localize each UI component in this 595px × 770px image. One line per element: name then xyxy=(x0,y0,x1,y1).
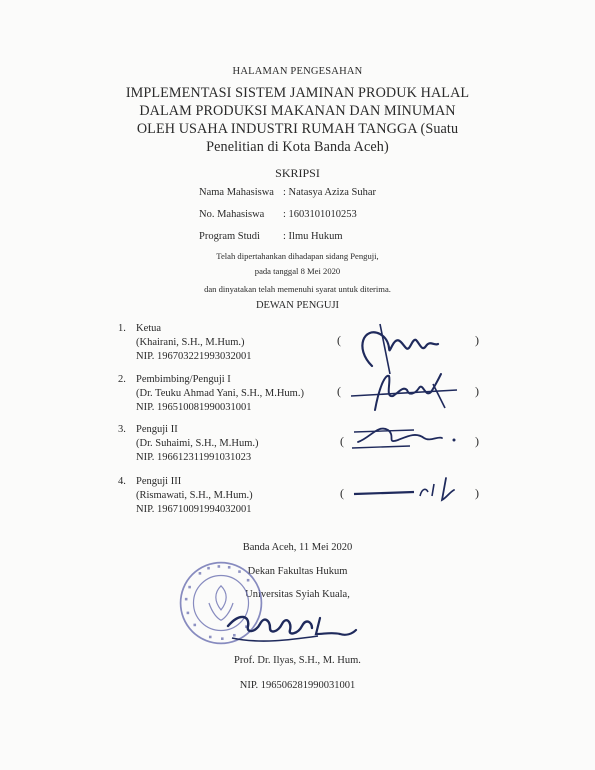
title-line-1: IMPLEMENTASI SISTEM JAMINAN PRODUK HALAL xyxy=(125,85,470,101)
board-title: DEWAN PENGUJI xyxy=(255,300,340,311)
signature-examiner-2 xyxy=(345,368,465,418)
approval-university: Universitas Syiah Kuala, xyxy=(245,589,350,600)
examiner-name: (Khairani, S.H., M.Hum.) xyxy=(136,337,245,348)
title-line-3: OLEH USAHA INDUSTRI RUMAH TANGGA (Suatu xyxy=(136,121,459,137)
examiner-role: Ketua xyxy=(136,323,162,334)
examiner-number: 4. xyxy=(118,476,126,487)
signature-examiner-4 xyxy=(350,474,470,510)
examiner-name: (Rismawati, S.H., M.Hum.) xyxy=(136,490,253,501)
examiner-nip: NIP. 196703221993032001 xyxy=(136,351,252,362)
document-type: SKRIPSI xyxy=(275,166,320,180)
signature-paren-open: ( xyxy=(340,434,344,448)
approval-position: Dekan Fakultas Hukum xyxy=(247,566,348,577)
page-header: HALAMAN PENGESAHAN xyxy=(232,66,363,77)
examiner-role: Penguji II xyxy=(136,424,178,435)
title-line-4: Penelitian di Kota Banda Aceh) xyxy=(206,139,389,155)
title-line-2: DALAM PRODUKSI MAKANAN DAN MINUMAN xyxy=(139,103,456,119)
examiner-nip: NIP. 196710091994032001 xyxy=(136,504,252,515)
signature-paren-open: ( xyxy=(337,384,341,398)
examiner-name: (Dr. Suhaimi, S.H., M.Hum.) xyxy=(136,438,259,449)
signature-paren-open: ( xyxy=(337,333,341,347)
signature-paren-close: ) xyxy=(475,486,479,500)
examiner-number: 1. xyxy=(118,323,126,334)
examiner-role: Penguji III xyxy=(136,476,182,487)
study-program-value: : Ilmu Hukum xyxy=(283,231,343,242)
signature-paren-close: ) xyxy=(475,333,479,347)
study-program-label: Program Studi xyxy=(199,231,260,242)
defense-line-1: Telah dipertahankan dihadapan sidang Penguji, xyxy=(216,251,379,261)
thesis-title xyxy=(0,84,595,156)
defense-line-2: pada tanggal 8 Mei 2020 xyxy=(254,266,341,276)
defense-line-3: dan dinyatakan telah memenuhi syarat untuk diterima. xyxy=(204,284,391,294)
dean-name: Prof. Dr. Ilyas, S.H., M. Hum. xyxy=(234,655,361,666)
examiner-number: 3. xyxy=(118,424,126,435)
signature-dean xyxy=(220,604,360,650)
examiner-number: 2. xyxy=(118,374,126,385)
student-nim-label: No. Mahasiswa xyxy=(199,209,265,220)
student-nim-value: : 1603101010253 xyxy=(283,209,357,220)
approval-place-date: Banda Aceh, 11 Mei 2020 xyxy=(242,542,353,553)
signature-paren-open: ( xyxy=(340,486,344,500)
signature-paren-close: ) xyxy=(475,384,479,398)
dean-nip: NIP. 196506281990031001 xyxy=(239,680,356,691)
student-name-value: : Natasya Aziza Suhar xyxy=(283,187,377,198)
examiner-name: (Dr. Teuku Ahmad Yani, S.H., M.Hum.) xyxy=(136,388,304,399)
signature-paren-close: ) xyxy=(475,434,479,448)
signature-examiner-3 xyxy=(350,420,470,460)
examiner-nip: NIP. 196510081990031001 xyxy=(136,402,252,413)
student-name-label: Nama Mahasiswa xyxy=(199,187,274,198)
examiner-role: Pembimbing/Penguji I xyxy=(136,374,231,385)
examiner-nip: NIP. 196612311991031023 xyxy=(136,452,252,463)
